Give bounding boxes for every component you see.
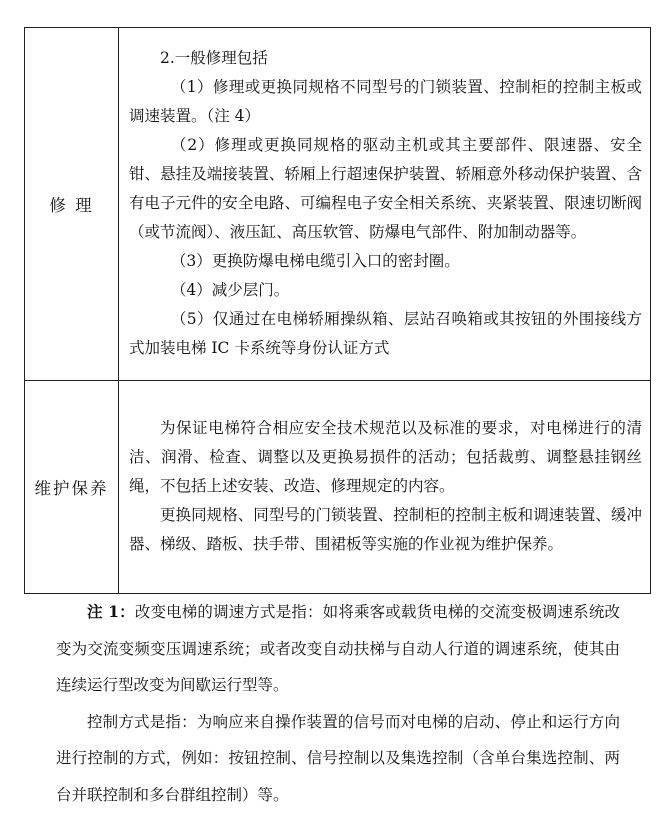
note-1-label: 注 1： xyxy=(87,602,135,621)
repair-item-5: （5）仅通过在电梯轿厢操纵箱、层站召唤箱或其按钮的外围接线方式加装电梯 IC 卡系统等身份认证方式 xyxy=(129,309,642,357)
definitions-table xyxy=(24,27,651,594)
note-2: 控制方式是指：为响应来自操作装置的信号而对电梯的启动、停止和运行方向进行控制的方式，例如：按钮控制、信号控制以及集选控制（含单台集选控制、两台并联控制和多台群组控制）等。 xyxy=(56,712,620,804)
repair-item-4: （4）减少层门。 xyxy=(170,280,290,299)
row-content-maintenance xyxy=(119,381,651,594)
row-label-repair: 修 理 xyxy=(25,28,119,381)
maintenance-paragraph-2: 更换同规格、同型号的门锁装置、控制柜的控制主板和调速装置、缓冲器、梯级、踏板、扶手带、围裙板等实施的作业视为维护保养。 xyxy=(129,505,642,553)
repair-item-3: （3）更换防爆电梯电缆引入口的密封圈。 xyxy=(170,251,460,270)
table-row-maintenance xyxy=(25,381,651,594)
maintenance-paragraph-1: 为保证电梯符合相应安全技术规范以及标准的要求，对电梯进行的清洁、润滑、检查、调整以及更换易损件的活动；包括裁剪、调整悬挂钢丝绳，不包括上述安装、改造、修理规定的内容。 xyxy=(129,418,642,495)
notes-section xyxy=(56,594,620,813)
repair-item-1: （1）修理或更换同规格不同型号的门锁装置、控制柜的控制主板或调速装置。（注 4） xyxy=(129,77,642,125)
row-content-repair xyxy=(119,28,651,381)
row-label-maintenance: 维护保养 xyxy=(25,381,119,594)
note-1 xyxy=(56,594,620,704)
repair-heading: 2.一般修理包括 xyxy=(160,48,268,67)
table-row-repair xyxy=(25,28,651,381)
note-1-text: 改变电梯的调速方式是指：如将乘客或载货电梯的交流变极调速系统改变为交流变频变压调速系统；或者改变自动扶梯与自动人行道的调速系统，使其由连续运行型改变为间歇运行型等。 xyxy=(56,603,620,694)
repair-item-2: （2）修理或更换同规格的驱动主机或其主要部件、限速器、安全钳、悬挂及端接装置、轿厢上行超速保护装置、轿厢意外移动保护装置、含有电子元件的安全电路、可编程电子安全相关系统、夹紧装置、限速切断阀（或节流阀）、液压缸、高压软管、防爆电气部件、附加制动器等。 xyxy=(129,135,642,241)
